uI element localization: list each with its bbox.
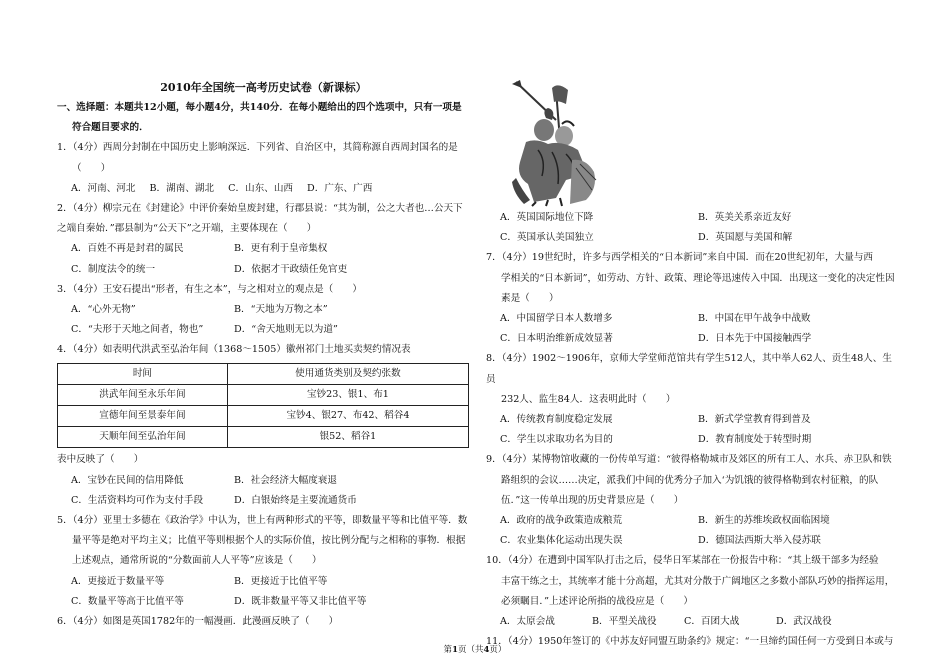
q9-options	[486, 511, 896, 531]
q3-stem: 3．（4分）王安石提出“形者，有生之本”，与之相对立的观点是（ ）	[57, 283, 363, 295]
q7-options	[486, 309, 896, 329]
table-cell: 天顺年间至弘治年间	[58, 427, 228, 448]
option: D．日本先于中国接触西学	[698, 333, 812, 345]
q8-options	[486, 410, 896, 430]
q5-options-2	[57, 592, 470, 612]
option: A．河南、河北	[71, 182, 136, 194]
q9-stem-3: 伍．”这一传单出现的历史背景应是（ ）	[501, 494, 684, 506]
option: A．太原会战	[500, 616, 555, 628]
table-cell: 宣德年间至景泰年间	[58, 406, 228, 427]
table-row	[58, 384, 469, 405]
q8-stem-2: 232人、监生84人．这表明此时（ ）	[501, 393, 676, 405]
q8-options-2	[486, 430, 896, 450]
option: D．英国愿与美国和解	[698, 232, 793, 244]
q10-stem-2: 丰富干练之士，其统率才能十分高超，尤其对分散于广阔地区之多数小部队巧妙的指挥运用，	[501, 575, 895, 587]
q10-options	[486, 612, 896, 632]
q5-stem-2: 量平等是绝对平均主义；比值平等则根据个人的实际价值，按比例分配与之相称的事物．根据	[72, 535, 466, 547]
total-pages: 4	[483, 645, 490, 655]
q9-stem-2: 路组织的会议……决定，派我们中间的优秀分子加入‘为饥饿的彼得格勒到农村征粮，的队	[501, 474, 879, 486]
q5-stem: 5．（4分）亚里士多德在《政治学》中认为，世上有两种形式的平等，即数量平等和比值平等．数	[57, 515, 468, 527]
q1-stem-2: （ ）	[72, 162, 111, 174]
q2-stem: 2．（4分）柳宗元在《封建论》中评价秦始皇废封建，行郡县说：“其为制，公之大者也…公天下	[57, 203, 463, 215]
option: B．“天地为万物之本”	[234, 304, 328, 316]
q7-stem-3: 素是（ ）	[501, 292, 559, 304]
contract-table	[57, 363, 469, 449]
option: C．生活资料均可作为支付手段	[71, 494, 204, 506]
footer-text: 页（共	[457, 645, 484, 655]
right-column	[486, 80, 896, 652]
table-cell: 洪武年间至永乐年间	[58, 384, 228, 405]
q7-options-2	[486, 329, 896, 349]
left-column	[57, 78, 470, 632]
table-header-cell: 使用通货类别及契约张数	[227, 363, 468, 384]
q9-stem: 9．（4分）某博物馆收藏的一份传单写道：“彼得格勒城市及郊区的所有工人、水兵、赤卫队和铁	[486, 454, 892, 466]
q1-stem: 1．（4分）西周分封制在中国历史上影响深远．下列省、自治区中，其简称源自西周封国名的是	[57, 142, 458, 154]
q3-options-2	[57, 320, 470, 340]
option: B．社会经济大幅度衰退	[234, 474, 337, 486]
page-footer	[0, 643, 950, 655]
footer-text: 第	[443, 645, 453, 655]
q4-after: 表中反映了（ ）	[57, 454, 144, 466]
q3-options	[57, 300, 470, 320]
option: D．武汉战役	[776, 616, 832, 628]
table-header-row	[58, 363, 469, 384]
option: A．政府的战争政策造成粮荒	[500, 515, 623, 527]
option: B．更接近于比值平等	[234, 575, 328, 587]
option: A．传统教育制度稳定发展	[500, 414, 613, 426]
option: D．教育制度处于转型时期	[698, 434, 812, 446]
q8-stem: 8．（4分）1902～1906年，京师大学堂师范馆共有学生512人，其中举人62人、贡生48人、生员	[486, 353, 892, 385]
table-cell: 宝钞4、银27、布42、稻谷4	[227, 406, 468, 427]
option: B．英美关系亲近友好	[698, 212, 792, 223]
q5-stem-3: 上述观点，通常所说的“分数面前人人平等”应该是（ ）	[72, 555, 322, 567]
section-heading-cont: 符合题目要求的．	[72, 122, 149, 134]
option: C．百团大战	[684, 616, 740, 628]
option: D．依据才干政绩任免官吏	[234, 263, 348, 275]
option: A．更接近于数量平等	[71, 575, 165, 587]
option: B．新生的苏维埃政权面临困境	[698, 515, 830, 527]
q9-options-2	[486, 531, 896, 551]
option: C．“夫形于天地之间者，物也”	[71, 324, 204, 336]
option: A．“心外无物”	[71, 304, 136, 316]
option: D．既非数量平等又非比值平等	[234, 595, 367, 607]
q2-options-2	[57, 260, 470, 280]
option: A．中国留学日本人数增多	[500, 313, 613, 325]
option: B．中国在甲午战争中战败	[698, 313, 811, 325]
option: C．数量平等高于比值平等	[71, 595, 184, 607]
table-row	[58, 427, 469, 448]
page-number: 1	[452, 645, 458, 655]
q6-options	[486, 208, 896, 228]
q2-options	[57, 239, 470, 259]
option: D．德国法西斯大举入侵苏联	[698, 535, 821, 547]
table-header-cell: 时间	[58, 363, 228, 384]
q5-options	[57, 572, 470, 592]
q2-stem-2: 之端自秦始．”郡县制为“公天下”之开端，主要体现在（ ）	[57, 223, 317, 235]
section-heading: 一、选择题：本题共12小题，每小题4分，共140分．在每小题给出的四个选项中，只有一项是	[57, 102, 462, 113]
option: D．广东、广西	[307, 182, 373, 194]
option: D．白银始终是主要流通货币	[234, 494, 357, 506]
q1-options	[57, 179, 470, 199]
option: A．英国国际地位下降	[500, 212, 594, 223]
option: D．“舍天地则无以为道”	[234, 324, 338, 336]
option: C．农业集体化运动出现失误	[500, 535, 623, 547]
table-row	[58, 406, 469, 427]
option: C．英国承认美国独立	[500, 232, 594, 244]
page-title: 2010年全国统一高考历史试卷（新课标）	[160, 81, 367, 94]
footer-text: 页）	[489, 645, 507, 655]
option: A．宝钞在民间的信用降低	[71, 474, 184, 486]
q11-stem: 11．（4分）1950年签订的《中苏友好同盟互助条约》规定：“一旦缔约国任何一方受到日本或与	[486, 636, 894, 648]
q7-stem: 7．（4分）19世纪时，许多与西学相关的“日本新词”来自中国．而在20世纪初年，大量与西	[486, 252, 874, 264]
option: B．新式学堂教育得到普及	[698, 414, 811, 426]
q6-options-2	[486, 228, 896, 248]
option: C．日本明治维新成效显著	[500, 333, 613, 345]
cartoon-image	[486, 80, 616, 208]
option: B．更有利于皇帝集权	[234, 243, 328, 255]
q6-stem: 6．（4分）如图是英国1782年的一幅漫画．此漫画反映了（ ）	[57, 616, 339, 628]
table-cell: 银52、稻谷1	[227, 427, 468, 448]
q10-stem-3: 必须瞩目．”上述评论所指的战役应是（ ）	[501, 595, 693, 607]
cartoon-illustration-icon	[486, 80, 616, 208]
q4-options-2	[57, 491, 470, 511]
table-cell: 宝钞23、银1、布1	[227, 384, 468, 405]
option: B．平型关战役	[592, 616, 657, 628]
option: C．山东、山西	[228, 182, 294, 194]
q7-stem-2: 学相关的“日本新词”，如劳动、方针、政策、理论等迅速传入中国．出现这一变化的决定性因	[501, 272, 895, 284]
q4-options	[57, 471, 470, 491]
option: A．百姓不再是封君的属民	[71, 243, 184, 255]
q10-stem: 10．（4分）在遭到中国军队打击之后，侵华日军某部在一份报告中称：“其上级干部多为经验	[486, 555, 879, 567]
q4-stem: 4．（4分）如表明代洪武至弘治年间（1368～1505）徽州祁门土地买卖契约情况表	[57, 344, 411, 356]
option: B．湖南、湖北	[149, 182, 215, 194]
option: C．制度法令的统一	[71, 263, 156, 275]
option: C．学生以求取功名为目的	[500, 434, 613, 446]
